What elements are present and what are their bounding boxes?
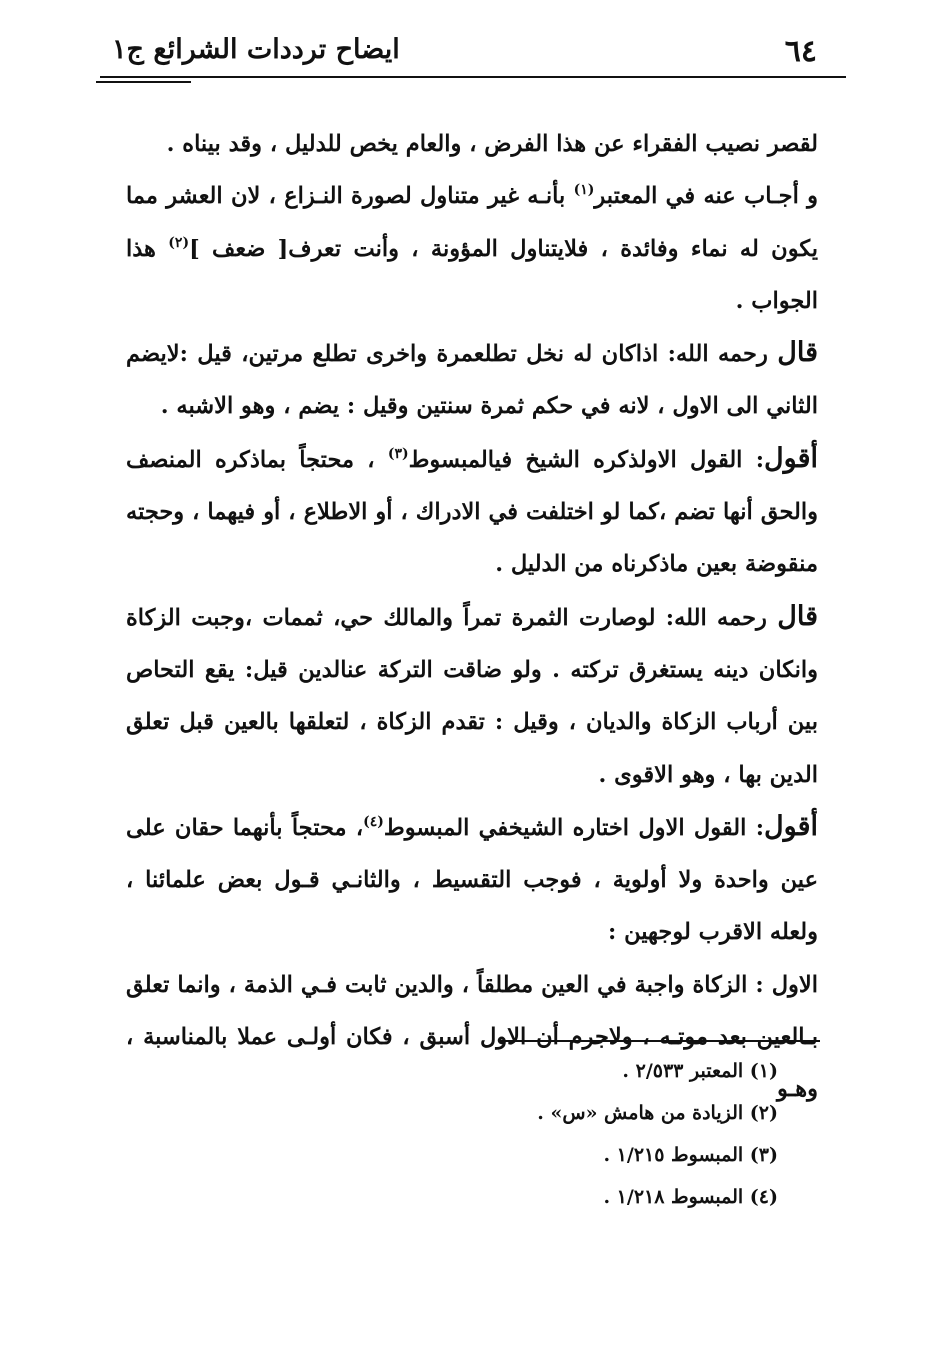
paragraph-text: الاول : الزكاة واجبة في العين مطلقاً ، والدين ثابت فـي الذمة ، وانما تعلق بـالعين بعد موتـه ، ولاجرم أن الاول أسبق ، فكان أولـى عملا بالمناسبة ، وهـو — [126, 971, 818, 1103]
paragraph-lead-word: قال — [777, 600, 818, 632]
body-text — [126, 118, 818, 1116]
header-rule-short — [96, 81, 191, 83]
paragraph-text: و أجـاب عنه في المعتبر — [594, 183, 818, 210]
footnote-reference: (٤) — [363, 813, 384, 830]
paragraph-text: رحمه الله: لوصارت الثمرة تمراً والمالك حي، ثممات ،وجبت الزكاة وانكان دينه يستغرق تركته . ولو ضاقت التركة عنالدين قيل: يقع التحاص بين أرباب الزكاة والديان ، وقيل : تقدم الزكاة ، لتعلقها بالعين قبل تعلق الدين بها ، وهو الاقوى . — [126, 604, 818, 788]
footnote: (٢) الزيادة من هامش «س» . — [537, 1102, 778, 1124]
paragraph — [126, 591, 818, 801]
footnote: (١) المعتبر ٢/٥٣٣ . — [622, 1060, 778, 1082]
footnote-reference: (٢) — [168, 234, 190, 251]
header-rule — [100, 76, 846, 78]
paragraph-lead-word: أقول — [764, 442, 818, 474]
paragraph — [126, 801, 818, 959]
running-title: ايضاح ترددات الشرائع ج١ — [112, 34, 400, 65]
paragraph-lead-word: قال — [777, 337, 818, 369]
paragraph-lead-word: أقول — [764, 810, 818, 842]
footnote-reference: (٣) — [387, 445, 409, 462]
page-header — [100, 30, 845, 74]
paragraph-text: : القول الاولذكره الشيخ فيالمبسوط — [408, 446, 765, 473]
paragraph — [126, 433, 818, 591]
paragraph — [126, 327, 818, 433]
footnote-separator — [500, 1040, 820, 1042]
paragraph-text: رحمه الله: اذاكان له نخل تطلعمرة واخرى تطلع مرتين، قيل :لايضم الثاني الى الاول ، لانه في حكم ثمرة سنتين وقيل : يضم ، وهو الاشبه . — [126, 341, 818, 420]
footnote: (٣) المبسوط ١/٢١٥ . — [603, 1144, 778, 1166]
paragraph-text: هذا الجواب . — [126, 235, 818, 314]
footnote: (٤) المبسوط ١/٢١٨ . — [603, 1186, 778, 1208]
paragraph — [126, 118, 818, 170]
page-number: ٦٤ — [784, 34, 817, 69]
paragraph-text: لقصر نصيب الفقراء عن هذا الفرض ، والعام يخص للدليل ، وقد بيناه . — [166, 131, 818, 157]
paragraph-text: ، محتجاً بماذكره المنصف والحق أنها تضم ،كما لو اختلفت في الادراك ، أو الاطلاع ، أو فيهما ، وحجته منقوضة بعين ماذكرناه من الدليل . — [126, 446, 818, 578]
paragraph-text: بأنـه غير متناول لصورة النـزاع ، لان العشر مما يكون له نماء وفائدة ، فلايتناول المؤونة ، وأنت تعرف[ ضعف ] — [126, 183, 819, 262]
paragraph-text: ، محتجاً بأنهما حقان على عين واحدة ولا أولوية ، فوجب التقسيط ، والثانـي قـول بعض علمائنا ، ولعله الاقرب لوجهين : — [126, 814, 818, 946]
paragraph — [126, 170, 818, 327]
footnote-reference: (١) — [573, 182, 595, 199]
footnotes — [440, 1050, 778, 1218]
paragraph-text: : القول الاول اختاره الشيخفي المبسوط — [383, 814, 764, 841]
